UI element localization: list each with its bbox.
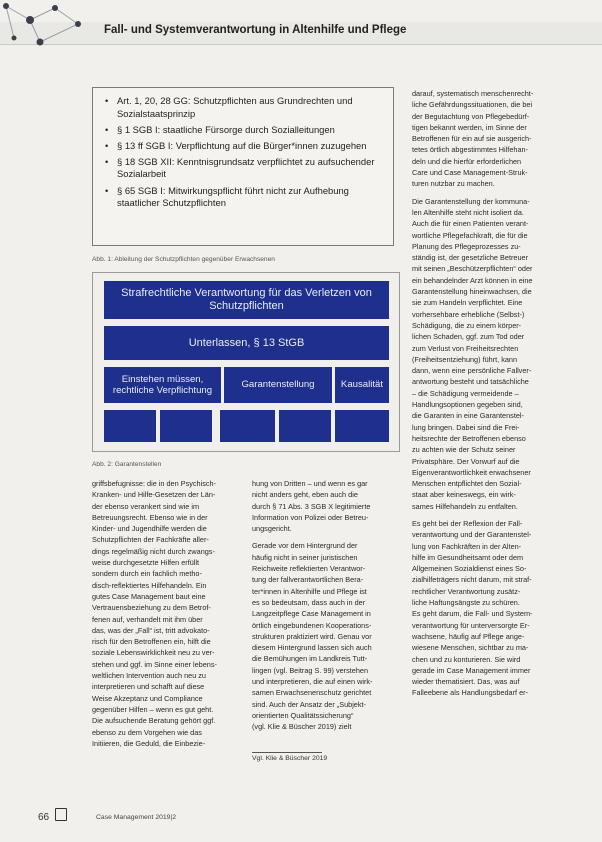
diagram-box-guarantor-position: Garantenstellung <box>224 367 332 403</box>
text-line: örtlich eingebundenen Kooperations- <box>252 620 372 630</box>
text-line: der ebenso verankert sind wie im <box>92 501 200 511</box>
legal-bases-box <box>92 87 394 246</box>
text-line: ständig ist, der gesetzliche Betreuer <box>412 253 529 263</box>
text-line: darauf, systematisch menschenrecht- <box>412 89 534 98</box>
text-line: Langzeitpflege Case Management in <box>252 609 371 619</box>
journal-footer: Case Management 2019|2 <box>96 814 176 821</box>
text-line: Kinder- und Jugendhilfe werden die <box>92 524 207 534</box>
text-line: tetes örtlich abgestimmtes Hilfehan- <box>412 145 528 155</box>
text-line: vorhersehbare erhebliche (Selbst-) <box>412 309 525 319</box>
text-line: rechtlicher Verantwortung zusätz- <box>412 586 521 596</box>
diagram-box-criminal-liability: Strafrechtliche Verantwortung für das Verletzen von Schutzpflichten <box>104 281 389 319</box>
figure-caption-1: Abb. 1: Ableitung der Schutzpflichten gegenüber Erwachsenen <box>92 256 275 263</box>
footnote-rule <box>252 752 322 753</box>
text-line: Initiieren, die Geduld, die Einbezie- <box>92 738 206 748</box>
text-line: Eigenverantwortlichkeit erwachsener <box>412 467 531 477</box>
text-line: – die Schädigung vermeidende – <box>412 388 519 398</box>
footnote: Vgl. Klie & Büscher 2019 <box>252 755 328 762</box>
text-line: mit seinen „Beschützerpflichten“ oder <box>412 264 533 274</box>
text-line: (vgl. Klie & Büscher 2019) zielt <box>252 722 352 732</box>
text-line: staat aber keineswegs, ein wirk- <box>412 490 516 500</box>
text-line: lung von Fachkräften in der Alten- <box>412 541 522 551</box>
text-line: durch § 71 Abs. 3 SGB X legitimierte <box>252 501 371 511</box>
text-line: heitsrechte der Betroffenen ebenso <box>412 433 526 443</box>
text-line: griffsbefugnisse: die in den Psychisch- <box>92 479 216 488</box>
text-line: und interpretieren, die auf einen wirk- <box>252 677 373 687</box>
diagram-sub-box <box>220 410 275 442</box>
text-line: disch-reflektiertes Hilfehandeln. Ein <box>92 580 207 590</box>
text-line: ebenso zu dem Vorgehen wie das <box>92 727 202 737</box>
text-line: dann, wenn eine persönliche Fallver- <box>412 366 532 376</box>
text-line: die Bemühungen im Landkreis Tutt- <box>252 654 368 664</box>
text-line: samen Erwachsenenschutz gerichtet <box>252 688 372 698</box>
figure-caption-2: Abb. 2: Garantenstellen <box>92 461 162 468</box>
guarantor-diagram <box>92 272 400 452</box>
text-line: zum Verlust von Freiheitsrechten <box>412 343 519 353</box>
text-line: Weise Akzeptanz und Compliance <box>92 693 203 703</box>
page-number: 66 <box>38 812 50 823</box>
text-line: sames Hilfehandeln zu entfalten. <box>412 501 518 511</box>
text-line: Betroffenen für ein auf sie ausgerich- <box>412 134 532 144</box>
text-line: Garantenstellung hineinwachsen, die <box>412 287 532 297</box>
text-line: deln und die hierfür erforderlichen <box>412 156 522 166</box>
text-line: nicht anders geht, eben auch die <box>252 490 358 500</box>
text-line: weise durchgesetzte Hilfen erfüllt <box>92 558 200 568</box>
running-header-title: Fall- und Systemverantwortung in Altenhilfe und Pflege <box>104 24 407 36</box>
text-line: Betreuungsrecht. Ebenso wie in der <box>92 512 208 522</box>
text-line: fenen auf, verhandelt mit ihm über <box>92 614 203 624</box>
text-line: ter*innen in Altenhilfe und Pflege ist <box>252 586 367 596</box>
text-line: die Garanten in eine Garantenstel- <box>412 411 524 421</box>
text-line: Care und Case Management-Struk- <box>412 168 528 178</box>
text-line: Planung des Pflegeprozesses zu- <box>412 241 521 251</box>
text-line: Information von Polizei oder Betreu- <box>252 512 369 522</box>
text-line: liche Gefährdungssituationen, die bei <box>412 100 533 110</box>
text-line: strukturen praktiziert wird. Genau vor <box>252 631 372 641</box>
text-line: wortliche Pflegefachkraft, die für die <box>412 230 528 240</box>
text-line: das, was der „Fall“ ist, tritt advokato- <box>92 625 210 635</box>
text-line: Schädigung, die zu einem körper- <box>412 320 522 330</box>
text-line: diesem Hintergrund lassen sich auch <box>252 643 372 653</box>
text-column-2 <box>252 478 402 733</box>
list-item: • Art. 1, 20, 28 GG: Schutzpflichten aus Grundrechten und Sozialstaatsprinzip <box>105 95 387 120</box>
text-line: Allgemeinen Sozialdienst eines So- <box>412 564 527 574</box>
text-line: wachsene, häufig auf Pflege ange- <box>412 631 525 641</box>
text-line: Menschen entpflichtet den Sozial- <box>412 479 522 489</box>
text-line: gerade im Case Management immer <box>412 665 531 675</box>
text-line: hilfe im Gesundheitsamt oder dem <box>412 552 524 562</box>
text-line: tigen bekannt werden, im Sinne der <box>412 122 527 132</box>
text-line: Kranken- und Hilfe-Gesetzen der Län- <box>92 490 216 500</box>
text-line: Die aufsuchende Beratung gehört ggf. <box>92 716 216 726</box>
text-line: Schutzpflichten der Fachkräfte aller- <box>92 535 209 545</box>
text-line: Falleebene als Handlungsbedarf er- <box>412 688 529 698</box>
text-line: soziale Lebenswirklichkeit neu zu ver- <box>92 648 215 658</box>
text-line: hung von Dritten – und wenn es gar <box>252 479 368 488</box>
text-line: häufig nicht in seiner juristischen <box>252 552 358 562</box>
text-line: gegenüber Hilfen – wenn es gut geht. <box>92 704 214 714</box>
text-line: (Freiheitsentziehung) führt, kann <box>412 354 518 364</box>
text-line: liche Haftungsängste zu schüren. <box>412 598 520 608</box>
text-line: Privatsphäre. Der Vorwurf auf die <box>412 456 520 466</box>
text-line: wieder thematisiert. Das, was auf <box>412 677 520 687</box>
text-line: Es geht bei der Reflexion der Fall- <box>412 518 523 528</box>
text-line: orientierten Qualitätssicherung“ <box>252 710 354 720</box>
diagram-box-legal-obligation: Einstehen müssen, rechtliche Verpflichtung <box>104 367 221 403</box>
text-line: len Altenhilfe steht nicht isoliert da. <box>412 207 524 217</box>
text-line: ein behandelnder Arzt können in eine <box>412 275 533 285</box>
diagram-box-omission: Unterlassen, § 13 StGB <box>104 326 389 360</box>
text-line: es so bedeutsam, dass auch in der <box>252 597 366 607</box>
list-item: • § 13 ff SGB I: Verpflichtung auf die Bürger*innen zuzugehen <box>105 140 387 153</box>
molecule-decoration-icon <box>0 0 92 48</box>
list-item: • § 18 SGB XII: Kenntnisgrundsatz verpflichtet zu aufsuchender Sozialarbeit <box>105 156 387 181</box>
text-line: dings regelmäßig nicht durch zwangs- <box>92 546 215 556</box>
text-line: Reichweite reflektierten Verantwor- <box>252 564 366 574</box>
text-line: der Begutachtung von Pflegebedürf- <box>412 111 530 121</box>
text-line: gutes Case Management baut eine <box>92 591 206 601</box>
list-item: • § 1 SGB I: staatliche Fürsorge durch Sozialleitungen <box>105 124 387 137</box>
text-line: zu achten wie der Schutz seiner <box>412 445 516 455</box>
text-line: verantwortung und der Garantenstel- <box>412 530 532 540</box>
journal-logo-icon <box>55 808 67 821</box>
text-line: sondern durch ein fachlich metho- <box>92 569 202 579</box>
text-line: zialhilfeträgers nicht darum, mit straf- <box>412 575 532 585</box>
diagram-sub-box <box>160 410 212 442</box>
text-line: interpretieren und schafft auf diese <box>92 682 205 692</box>
diagram-sub-box <box>279 410 331 442</box>
text-line: wiesene Menschen, sichtbar zu ma- <box>412 643 529 653</box>
text-column-1 <box>92 478 242 749</box>
text-line: verantwortung für unterversorgte Er- <box>412 620 530 630</box>
text-line: turen nutzbar zu machen. <box>412 179 495 189</box>
text-line: Handlungsoptionen gegeben sind, <box>412 400 523 410</box>
text-line: lung bringen. Dabei sind die Frei- <box>412 422 520 432</box>
diagram-box-causality: Kausalität <box>335 367 389 403</box>
text-line: weltlichen Intervention auch neu zu <box>92 671 206 681</box>
list-item: • § 65 SGB I: Mitwirkungspflicht führt nicht zur Aufhebung staatlicher Schutzpflichten <box>105 185 387 210</box>
text-line: Auch die für einen Patienten verant- <box>412 219 529 229</box>
text-line: antwortung besteht und tatsächliche <box>412 377 529 387</box>
text-line: tung der fallverantwortlichen Bera- <box>252 575 364 585</box>
diagram-sub-box <box>335 410 389 442</box>
text-line: sind. Auch der Ansatz der „Subjekt- <box>252 699 366 709</box>
text-line: Vertrauensbeziehung zu dem Betrof- <box>92 603 211 613</box>
text-line: risch für den Betroffenen ein, hilft die <box>92 637 211 647</box>
text-line: sie zum Handeln verpflichtet. Eine <box>412 298 523 308</box>
text-column-3 <box>412 88 562 699</box>
text-line: stehen und ggf. im Sinne einer lebens- <box>92 659 217 669</box>
text-line: chen und zu konturieren. Sie wird <box>412 654 521 664</box>
text-line: Gerade vor dem Hintergrund der <box>252 541 358 551</box>
text-line: lichen Schaden, ggf. zum Tod oder <box>412 332 525 342</box>
diagram-sub-box <box>104 410 156 442</box>
text-line: ungsgericht. <box>252 524 292 534</box>
bullet-list <box>93 88 393 210</box>
text-line: Die Garantenstellung der kommuna- <box>412 196 530 206</box>
text-line: lingen (vgl. Beitrag S. 99) verstehen <box>252 665 369 675</box>
text-line: Es geht darum, die Fall- und System- <box>412 609 533 619</box>
